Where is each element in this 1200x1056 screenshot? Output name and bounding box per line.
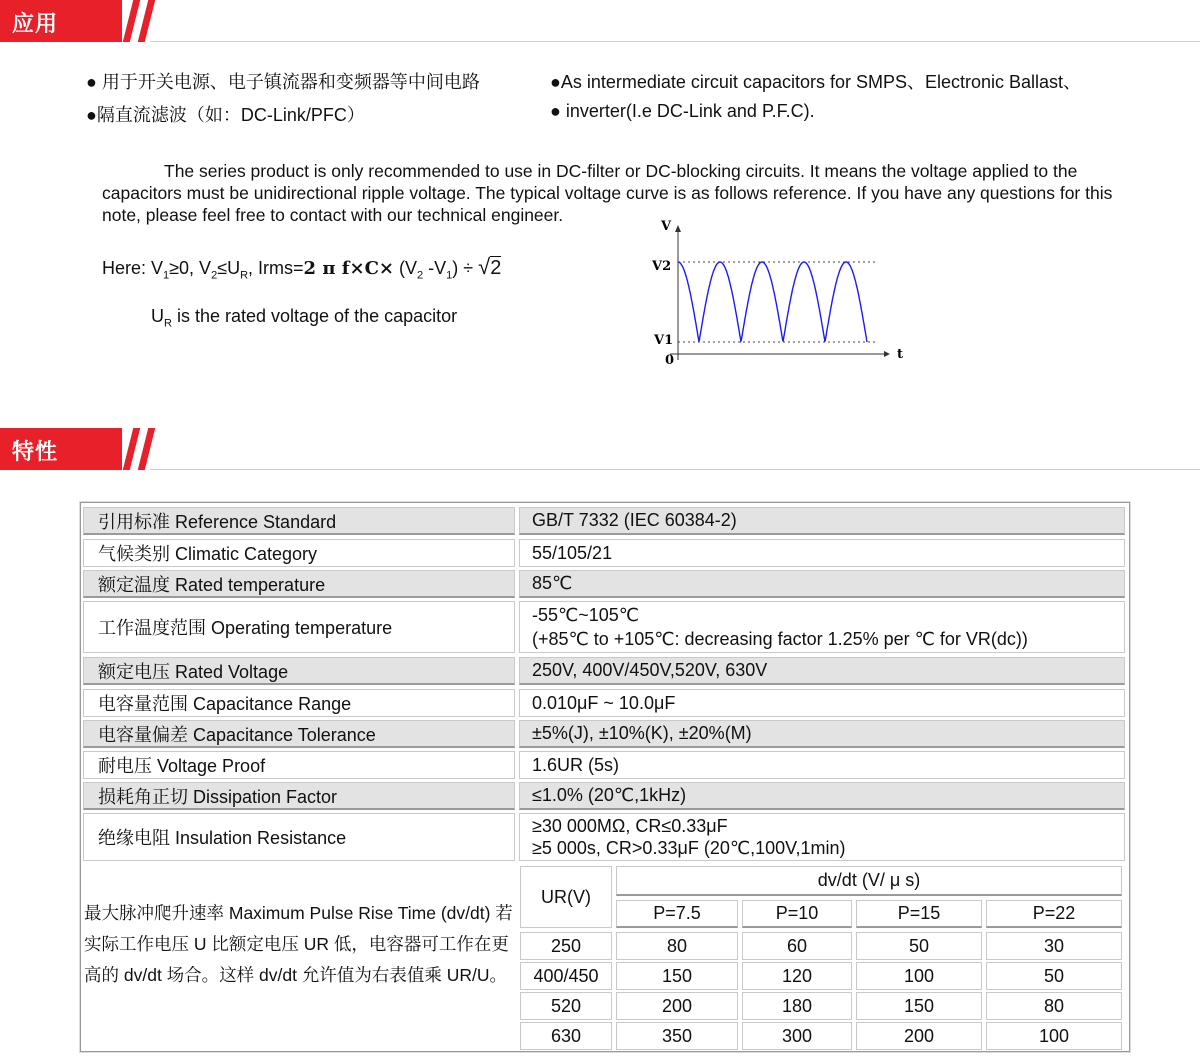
dvdt-cell: 350 xyxy=(616,1022,738,1050)
p-header: P=15 xyxy=(856,900,982,928)
dvdt-header: dv/dt (V/ μ s) xyxy=(616,866,1122,896)
axis-label-v: V xyxy=(661,219,672,234)
spec-label: 气候类别 Climatic Category xyxy=(83,539,515,567)
header-divider xyxy=(150,469,1200,470)
spec-label: 电容量范围 Capacitance Range xyxy=(83,689,515,717)
dvdt-cell: 80 xyxy=(986,992,1122,1020)
y-axis-arrow xyxy=(675,225,681,232)
header-slash xyxy=(123,428,140,470)
bullet-cn-1: ● 用于开关电源、电子镇流器和变频器等中间电路 xyxy=(86,72,480,92)
dvdt-cell: 200 xyxy=(856,1022,982,1050)
dvdt-cell: 300 xyxy=(742,1022,852,1050)
p-header: P=22 xyxy=(986,900,1122,928)
dvdt-cell: 150 xyxy=(616,962,738,990)
spec-value: ≤1.0% (20℃,1kHz) xyxy=(519,782,1125,810)
header-divider xyxy=(150,41,1200,42)
spec-row xyxy=(83,720,1125,748)
spec-label: 工作温度范围 Operating temperature xyxy=(83,601,515,653)
label-v2: V2 xyxy=(652,259,672,274)
spec-row xyxy=(83,751,1125,779)
spec-value: ±5%(J), ±10%(K), ±20%(M) xyxy=(519,720,1125,748)
pulse-rise-description: 最大脉冲爬升速率 Maximum Pulse Rise Time (dv/dt) 若实际工作电压 U 比额定电压 UR 低，电容器可工作在更高的 dv/dt 场合。这样 dv/dt 允许值为右表值乘 UR/U。 xyxy=(84,903,513,985)
label-v1: V1 xyxy=(654,333,674,348)
dvdt-cell: 100 xyxy=(986,1022,1122,1050)
spec-value-line: ≥30 000MΩ, CR≤0.33μF xyxy=(532,816,728,836)
formula: Here: $V_1\ge 0$, $V_2\le U_R$, Irms=2 π $f\times C\times (V_2$ $-V_1) \div √2$ xyxy=(102,254,502,282)
spec-value xyxy=(519,601,1125,653)
spec-value: 85℃ xyxy=(519,570,1125,598)
spec-row xyxy=(83,689,1125,717)
spec-row xyxy=(83,570,1125,598)
spec-label: 耐电压 Voltage Proof xyxy=(83,751,515,779)
ur-header: UR(V) xyxy=(520,866,612,928)
header-slash xyxy=(138,428,155,470)
header-slash xyxy=(138,0,155,42)
section-header-application xyxy=(0,0,1200,42)
section-header-features xyxy=(0,428,1200,470)
spec-label: 电容量偏差 Capacitance Tolerance xyxy=(83,720,515,748)
spec-label: 引用标准 Reference Standard xyxy=(83,507,515,535)
spec-value xyxy=(519,813,1125,861)
ur-cell: 520 xyxy=(520,992,612,1020)
axis-label-t: t xyxy=(897,347,904,362)
spec-value: 1.6UR (5s) xyxy=(519,751,1125,779)
spec-label: 额定温度 Rated temperature xyxy=(83,570,515,598)
spec-row xyxy=(83,539,1125,567)
spec-label: 损耗角正切 Dissipation Factor xyxy=(83,782,515,810)
bullet-en-2: ● inverter(I.e DC-Link and P.F.C). xyxy=(550,101,815,121)
spec-value: 55/105/21 xyxy=(519,539,1125,567)
dvdt-cell: 200 xyxy=(616,992,738,1020)
dvdt-cell: 50 xyxy=(986,962,1122,990)
voltage-waveform xyxy=(640,215,920,370)
header-slash xyxy=(123,0,140,42)
ur-cell: 250 xyxy=(520,932,612,960)
note-paragraph xyxy=(102,160,1127,226)
dvdt-cell: 100 xyxy=(856,962,982,990)
bullet-en-1: ●As intermediate circuit capacitors for SMPS、Electronic Ballast、 xyxy=(550,72,1082,92)
spec-row xyxy=(83,782,1125,810)
ur-note: $U_R$ is the rated voltage of the capacitor xyxy=(151,306,458,330)
spec-row xyxy=(83,507,1125,535)
dvdt-cell: 150 xyxy=(856,992,982,1020)
ur-cell: 630 xyxy=(520,1022,612,1050)
spec-value: 250V, 400V/450V,520V, 630V xyxy=(519,657,1125,685)
dvdt-cell: 80 xyxy=(616,932,738,960)
p-header: P=10 xyxy=(742,900,852,928)
section-title: 特性 xyxy=(12,440,59,465)
note-text: The series product is only recommended to use in DC-filter or DC-blocking circuits. It means the voltage applied to the capacitors must be unidirectional ripple voltage. The typical voltage curve is as follows reference. If you have any questions for this note, please feel free to contact with our technical engineer. xyxy=(102,161,1113,225)
spec-row xyxy=(83,601,1125,653)
spec-row xyxy=(83,813,1125,861)
label-origin: 0 xyxy=(665,353,675,368)
x-axis-arrow xyxy=(884,351,890,357)
dvdt-cell: 120 xyxy=(742,962,852,990)
dvdt-cell: 180 xyxy=(742,992,852,1020)
spec-value-line: (+85℃ to +105℃: decreasing factor 1.25% per ℃ for VR(dc)) xyxy=(532,629,1028,649)
p-header: P=7.5 xyxy=(616,900,738,928)
ripple-curve xyxy=(678,262,867,342)
spec-value-line: ≥5 000s, CR>0.33μF (20℃,100V,1min) xyxy=(532,838,846,858)
spec-value: 0.010μF ~ 10.0μF xyxy=(519,689,1125,717)
dvdt-cell: 60 xyxy=(742,932,852,960)
spec-label: 额定电压 Rated Voltage xyxy=(83,657,515,685)
spec-row xyxy=(83,657,1125,685)
bullet-cn-2: ●隔直流滤波（如：DC-Link/PFC） xyxy=(86,105,365,125)
dvdt-cell: 50 xyxy=(856,932,982,960)
section-title: 应用 xyxy=(12,12,59,37)
spec-value-line: -55℃~105℃ xyxy=(532,605,639,625)
spec-value: GB/T 7332 (IEC 60384-2) xyxy=(519,507,1125,535)
ur-cell: 400/450 xyxy=(520,962,612,990)
spec-label: 绝缘电阻 Insulation Resistance xyxy=(83,813,515,861)
dvdt-cell: 30 xyxy=(986,932,1122,960)
